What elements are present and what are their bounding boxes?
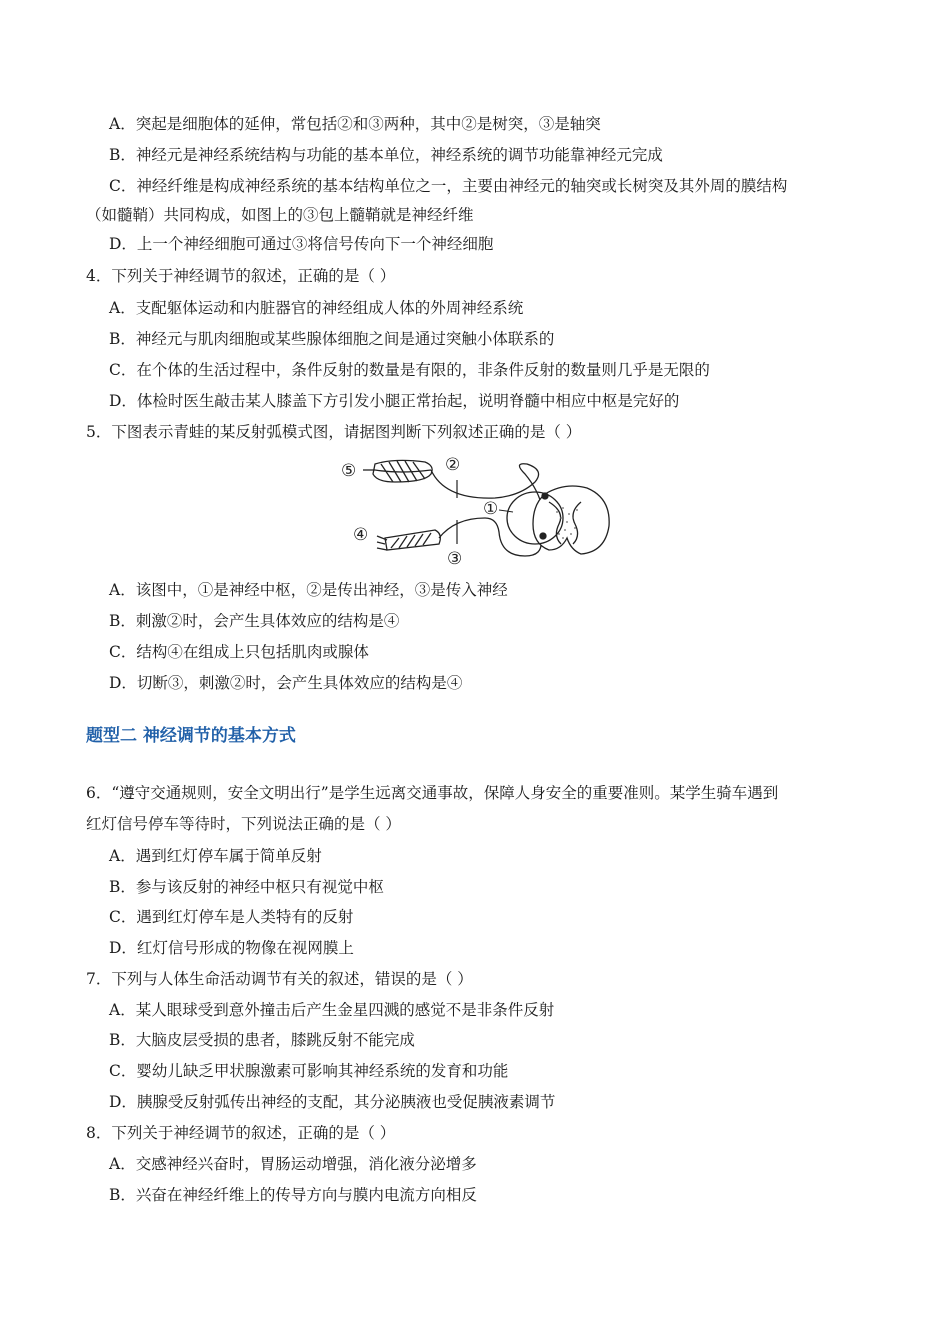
q3-option-c-continued: （如髓鞘）共同构成，如图上的③包上髓鞘就是神经纤维 bbox=[86, 206, 474, 224]
q6-option-d: D．红灯信号形成的物像在视网膜上 bbox=[109, 939, 354, 957]
q6-stem: 6．“遵守交通规则，安全文明出行”是学生远离交通事故，保障人身安全的重要准则。某学生骑车遇到 bbox=[86, 784, 779, 802]
receptor-structure bbox=[363, 460, 432, 482]
q7-option-c: C．婴幼儿缺乏甲状腺激素可影响其神经系统的发育和功能 bbox=[109, 1062, 509, 1080]
q3-option-b: B．神经元是神经系统结构与功能的基本单位，神经系统的调节功能靠神经元完成 bbox=[109, 146, 663, 164]
q5-option-c: C．结构④在组成上只包括肌肉或腺体 bbox=[109, 643, 369, 661]
q5-option-d: D．切断③，刺激②时，会产生具体效应的结构是④ bbox=[109, 674, 463, 692]
q6-option-b: B．参与该反射的神经中枢只有视觉中枢 bbox=[109, 878, 384, 896]
q5-option-b: B．刺激②时，会产生具体效应的结构是④ bbox=[109, 612, 400, 630]
figure-label-2: ② bbox=[445, 455, 461, 475]
q4-stem: 4．下列关于神经调节的叙述，正确的是（ ） bbox=[86, 267, 396, 285]
q6-option-c: C．遇到红灯停车是人类特有的反射 bbox=[109, 908, 354, 926]
q3-option-c: C．神经纤维是构成神经系统的基本结构单位之一，主要由神经元的轴突或长树突及其外周的膜结构 bbox=[109, 177, 788, 195]
section-heading: 题型二 神经调节的基本方式 bbox=[86, 726, 296, 746]
q8-stem: 8．下列关于神经调节的叙述，正确的是（ ） bbox=[86, 1124, 396, 1142]
q5-stem: 5．下图表示青蛙的某反射弧模式图，请据图判断下列叙述正确的是（ ） bbox=[86, 423, 582, 441]
q7-option-a: A．某人眼球受到意外撞击后产生金星四溅的感觉不是非条件反射 bbox=[109, 1001, 555, 1019]
figure-label-1: ① bbox=[483, 499, 499, 519]
q3-option-d: D．上一个神经细胞可通过③将信号传向下一个神经细胞 bbox=[109, 235, 494, 253]
q7-stem: 7．下列与人体生命活动调节有关的叙述，错误的是（ ） bbox=[86, 970, 473, 988]
q4-option-b: B．神经元与肌肉细胞或某些腺体细胞之间是通过突触小体联系的 bbox=[109, 330, 555, 348]
figure-label-5: ⑤ bbox=[341, 461, 357, 481]
q4-option-d: D．体检时医生敲击某人膝盖下方引发小腿正常抬起，说明脊髓中相应中枢是完好的 bbox=[109, 392, 680, 410]
figure-label-4: ④ bbox=[353, 525, 369, 545]
q4-option-a: A．支配躯体运动和内脏器官的神经组成人体的外周神经系统 bbox=[109, 299, 524, 317]
figure-label-3: ③ bbox=[447, 549, 463, 569]
q7-option-b: B．大脑皮层受损的患者，膝跳反射不能完成 bbox=[109, 1031, 415, 1049]
q8-option-a: A．交感神经兴奋时，胃肠运动增强，消化液分泌增多 bbox=[109, 1155, 477, 1173]
q6-option-a: A．遇到红灯停车属于简单反射 bbox=[109, 847, 322, 865]
effector-structure bbox=[377, 530, 440, 550]
q8-option-b: B．兴奋在神经纤维上的传导方向与膜内电流方向相反 bbox=[109, 1186, 477, 1204]
q3-option-a: A．突起是细胞体的延伸，常包括②和③两种，其中②是树突，③是轴突 bbox=[109, 115, 601, 133]
q7-option-d: D．胰腺受反射弧传出神经的支配，其分泌胰液也受促胰液素调节 bbox=[109, 1093, 556, 1111]
spinal-cord bbox=[507, 486, 609, 554]
reflex-arc-figure bbox=[335, 452, 625, 572]
q6-stem-continued: 红灯信号停车等待时，下列说法正确的是（ ） bbox=[86, 815, 401, 833]
q5-option-a: A．该图中，①是神经中枢，②是传出神经，③是传入神经 bbox=[109, 581, 508, 599]
q4-option-c: C．在个体的生活过程中，条件反射的数量是有限的，非条件反射的数量则几乎是无限的 bbox=[109, 361, 710, 379]
